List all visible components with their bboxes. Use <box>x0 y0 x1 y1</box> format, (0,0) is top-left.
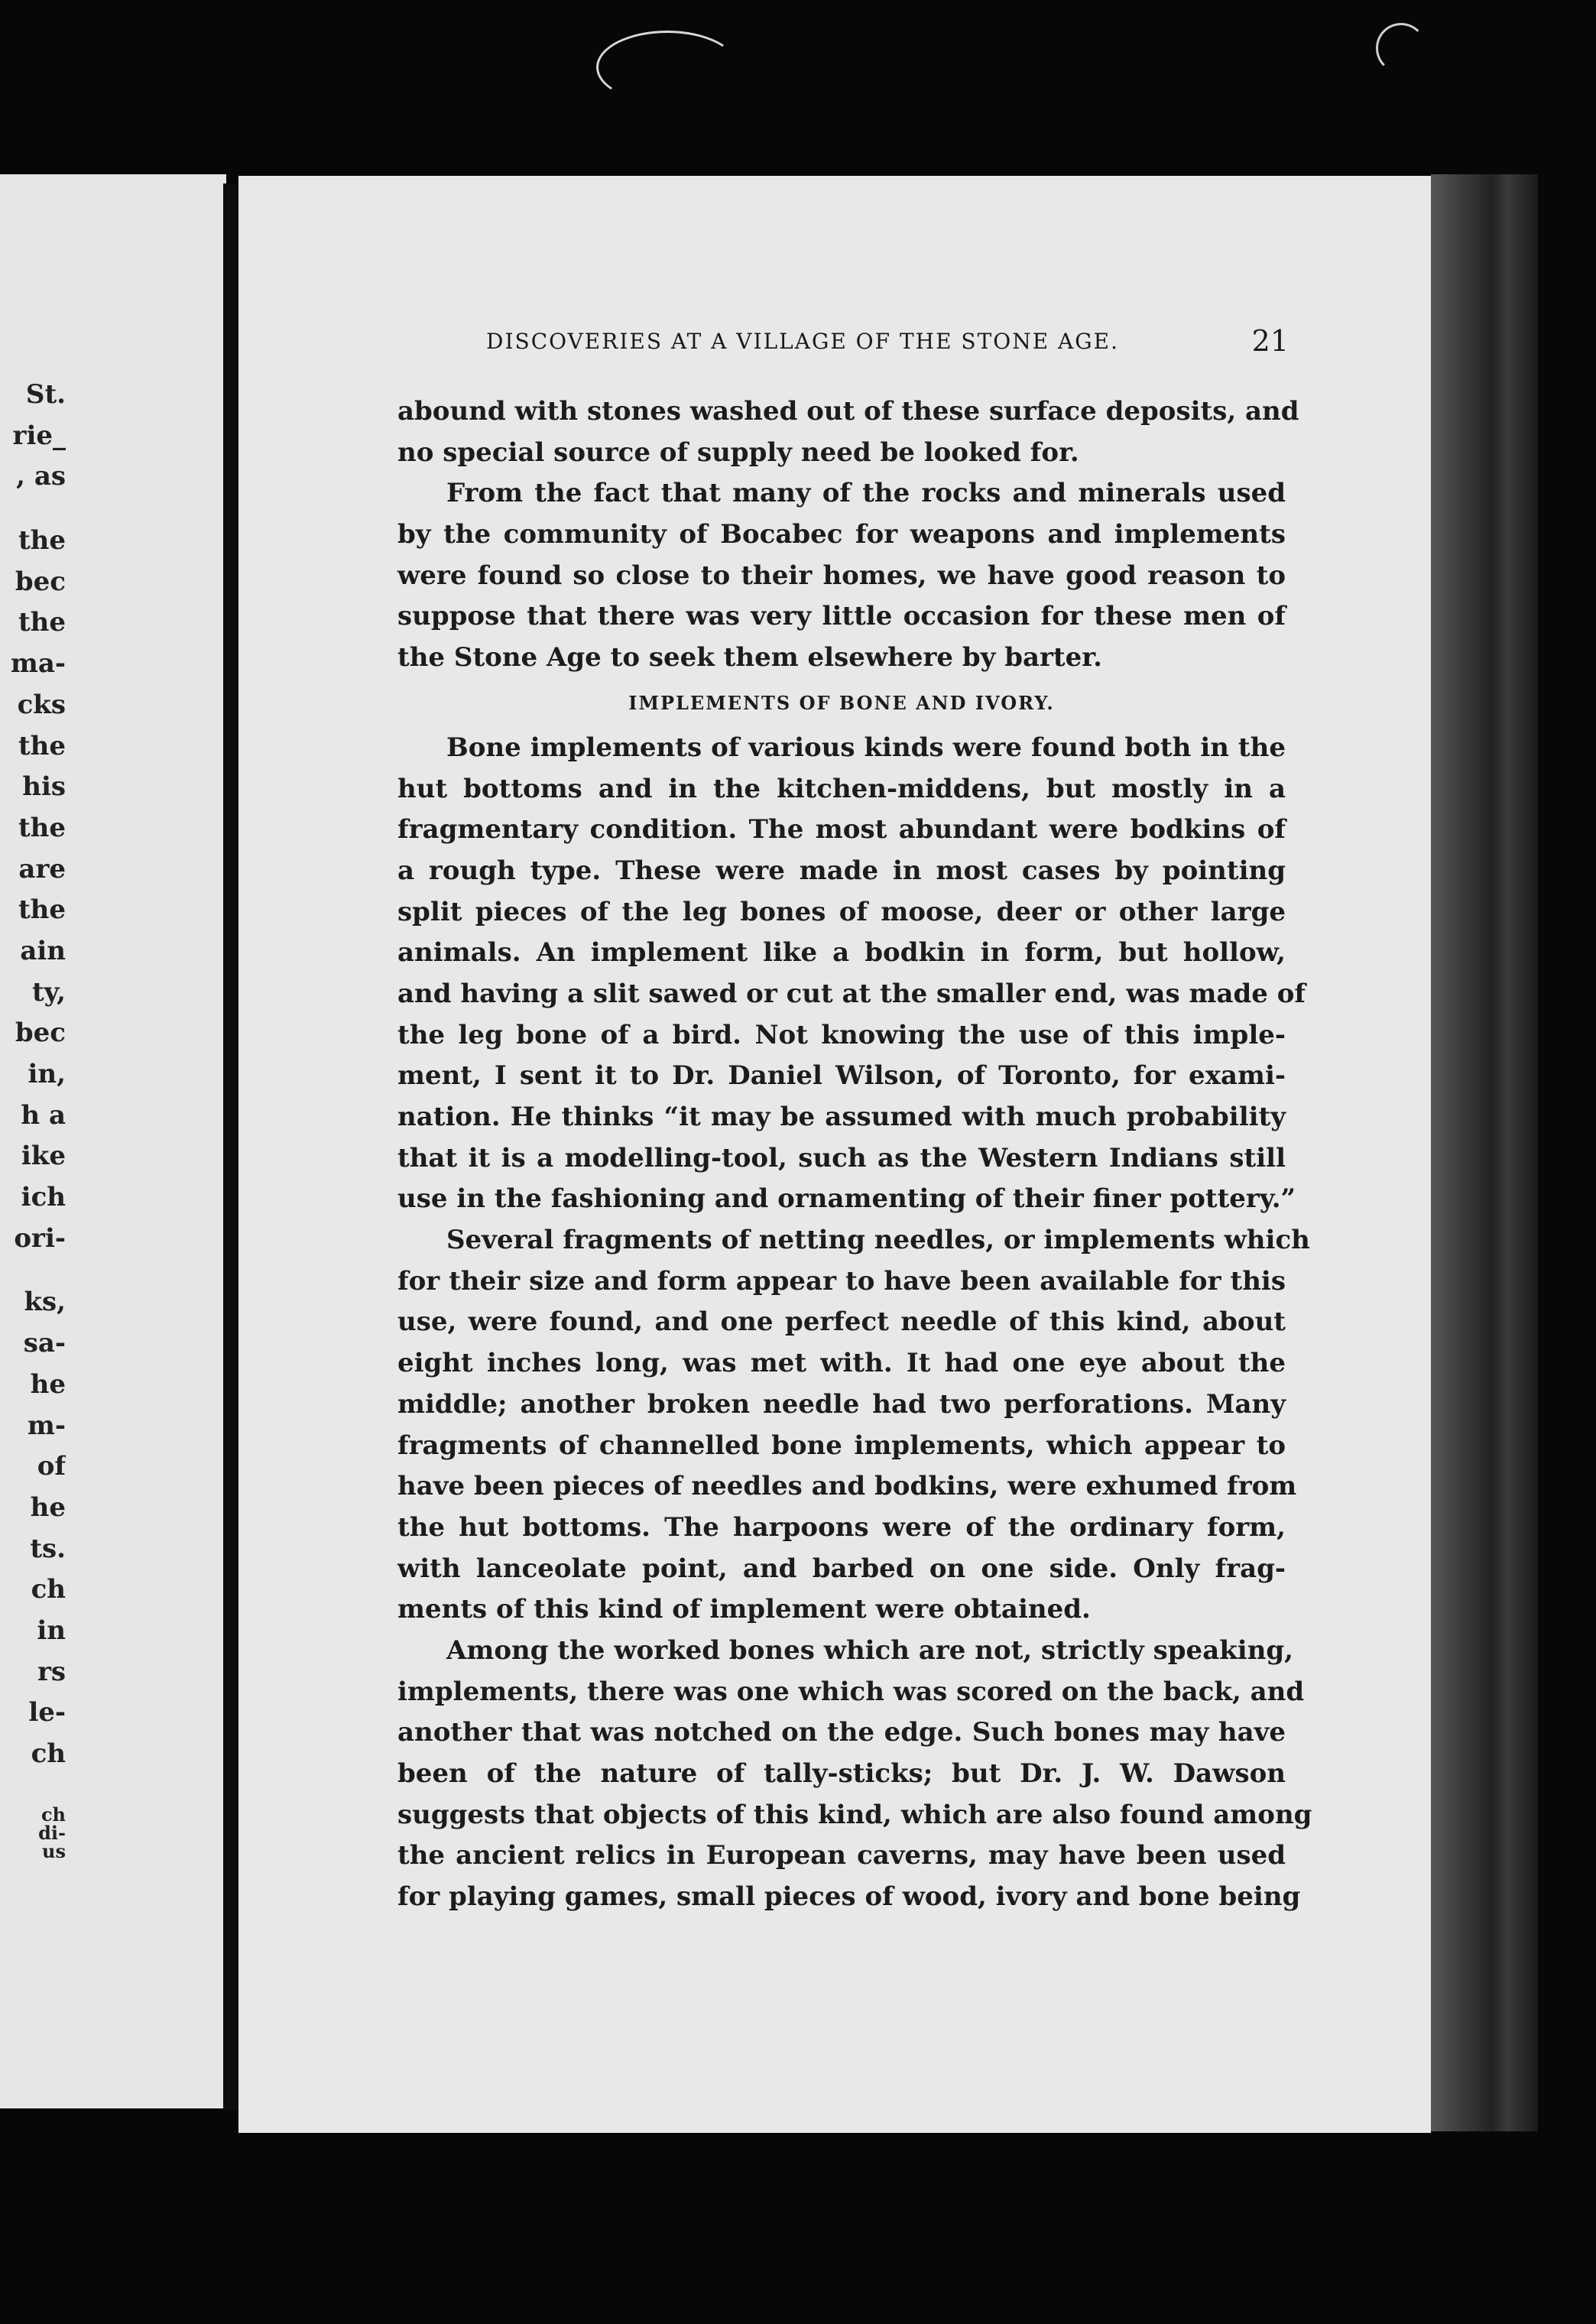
text-line: implements, there was one which was scored on the back, and <box>397 1676 1305 1707</box>
facing-page-fragment: bec <box>15 566 66 597</box>
paragraph <box>397 473 1286 678</box>
text-line: were found so close to their homes, we have good reason to <box>397 560 1286 591</box>
facing-page-fragment: ain <box>20 935 66 966</box>
page-edges <box>1431 174 1538 2131</box>
facing-page-fragment: ori- <box>14 1222 66 1254</box>
text-line: that it is a modelling-tool, such as the Western Indians still <box>397 1142 1286 1173</box>
text-line: another that was notched on the edge. Such bones may have <box>397 1717 1286 1748</box>
text-line: a rough type. These were made in most cases by pointing <box>397 855 1286 886</box>
film-scratch-mark <box>596 31 738 104</box>
paragraph <box>397 1220 1310 1631</box>
text-line: and having a slit sawed or cut at the smaller end, was made of <box>397 978 1306 1009</box>
facing-page-fragment <box>0 498 66 521</box>
facing-page-fragment: us <box>42 1842 66 1861</box>
facing-page-fragment: the <box>18 894 66 926</box>
facing-page-fragment: ch <box>31 1738 66 1769</box>
facing-page-fragment: are <box>18 853 66 884</box>
text-line: From the fact that many of the rocks and minerals used <box>446 478 1286 509</box>
page-number: 21 <box>1251 324 1289 358</box>
text-line: have been pieces of needles and bodkins, were exhumed from <box>397 1471 1297 1502</box>
facing-page-fragment: rs <box>37 1656 66 1687</box>
text-line: the ancient relics in European caverns, may have been used <box>397 1840 1286 1871</box>
paragraph <box>397 391 1299 473</box>
text-line: suggests that objects of this kind, which are also found among <box>397 1799 1312 1830</box>
facing-page-fragment: bec <box>15 1018 66 1049</box>
facing-page-fragment: the <box>18 525 66 557</box>
text-line: been of the nature of tally-sticks; but Dr. J. W. Dawson <box>397 1758 1286 1789</box>
facing-page-fragment: h a <box>21 1099 66 1131</box>
text-line: ments of this kind of implement were obtained. <box>397 1594 1091 1625</box>
facing-page-fragment: his <box>22 771 66 803</box>
running-head-title: DISCOVERIES AT A VILLAGE OF THE STONE AGE. <box>486 329 1119 354</box>
text-line: hut bottoms and in the kitchen-middens, but mostly in a <box>397 773 1286 804</box>
text-line: Several fragments of netting needles, or implements which <box>446 1225 1310 1256</box>
facing-page-fragment: ike <box>21 1141 66 1172</box>
facing-page-fragment: in <box>37 1615 66 1646</box>
facing-page-fragment: ks, <box>24 1287 66 1318</box>
text-line: for their size and form appear to have been available for this <box>397 1265 1286 1297</box>
text-line: fragments of channelled bone implements, which appear to <box>397 1430 1286 1461</box>
facing-page-fragment: le- <box>28 1697 66 1728</box>
text-line: eight inches long, was met with. It had one eye about the <box>397 1348 1286 1379</box>
facing-page-text-fragments <box>0 375 66 1861</box>
facing-page-fragment: ch <box>41 1805 66 1824</box>
text-line: no special source of supply need be looked for. <box>397 437 1079 468</box>
facing-page-fragment: sa- <box>23 1328 66 1359</box>
running-head <box>486 324 1289 362</box>
text-line: fragmentary condition. The most abundant were bodkins of <box>397 814 1286 846</box>
text-line: use, were found, and one perfect needle of this kind, about <box>397 1306 1286 1338</box>
text-line: abound with stones washed out of these surface deposits, and <box>397 396 1299 427</box>
facing-page-fragment: rie_ <box>12 420 66 451</box>
text-line: for playing games, small pieces of wood, ivory and bone being <box>397 1881 1301 1913</box>
facing-page-fragment: cks <box>17 689 66 720</box>
facing-page-fragment: ts. <box>30 1533 66 1564</box>
text-line: ment, I sent it to Dr. Daniel Wilson, of Toronto, for exami- <box>397 1060 1286 1092</box>
facing-page-fragment: in, <box>28 1059 66 1089</box>
text-line: use in the fashioning and ornamenting of their finer pottery.” <box>397 1183 1296 1215</box>
text-line: by the community of Bocabec for weapons and implements <box>397 519 1286 550</box>
text-line: the leg bone of a bird. Not knowing the use of this imple- <box>397 1019 1286 1050</box>
text-line: animals. An implement like a bodkin in form, but hollow, <box>397 937 1286 969</box>
facing-page-fragment: St. <box>25 379 66 410</box>
facing-page-fragment: , as <box>16 461 66 492</box>
facing-page-fragment: the <box>18 730 66 761</box>
text-line: Among the worked bones which are not, strictly speaking, <box>446 1634 1294 1666</box>
text-line: Bone implements of various kinds were found both in the <box>446 732 1286 763</box>
text-line: split pieces of the leg bones of moose, deer or other large <box>397 896 1286 927</box>
facing-page-fragment: ich <box>21 1182 66 1213</box>
text-line: nation. He thinks “it may be assumed with much probability <box>397 1102 1286 1132</box>
paragraph <box>397 1631 1312 1918</box>
book-gutter <box>223 183 238 2110</box>
facing-page-fragment: he <box>30 1491 66 1523</box>
text-line: middle; another broken needle had two perforations. Many <box>397 1388 1286 1420</box>
facing-page-fragment <box>0 1259 66 1282</box>
text-line: the hut bottoms. The harpoons were of the ordinary form, <box>397 1511 1286 1543</box>
facing-page-fragment: of <box>37 1451 66 1482</box>
facing-page-fragment: the <box>18 812 66 843</box>
paragraph <box>397 728 1306 1220</box>
film-scratch-mark <box>1376 23 1426 73</box>
facing-page-fragment: he <box>30 1368 66 1400</box>
section-heading: IMPLEMENTS OF BONE AND IVORY. <box>628 691 1055 714</box>
facing-page-fragment: the <box>18 607 66 638</box>
text-line: suppose that there was very little occasion for these men of <box>397 601 1286 632</box>
facing-page-fragment: di- <box>38 1823 66 1842</box>
body-text <box>397 391 1312 1918</box>
text-line: the Stone Age to seek them elsewhere by barter. <box>397 642 1102 674</box>
facing-page-fragment: ty, <box>31 976 66 1008</box>
facing-page-fragment: ma- <box>10 648 66 680</box>
facing-page-fragment: ch <box>31 1574 66 1605</box>
facing-page-fragment: m- <box>27 1410 66 1441</box>
text-line: with lanceolate point, and barbed on one side. Only frag- <box>397 1553 1286 1584</box>
